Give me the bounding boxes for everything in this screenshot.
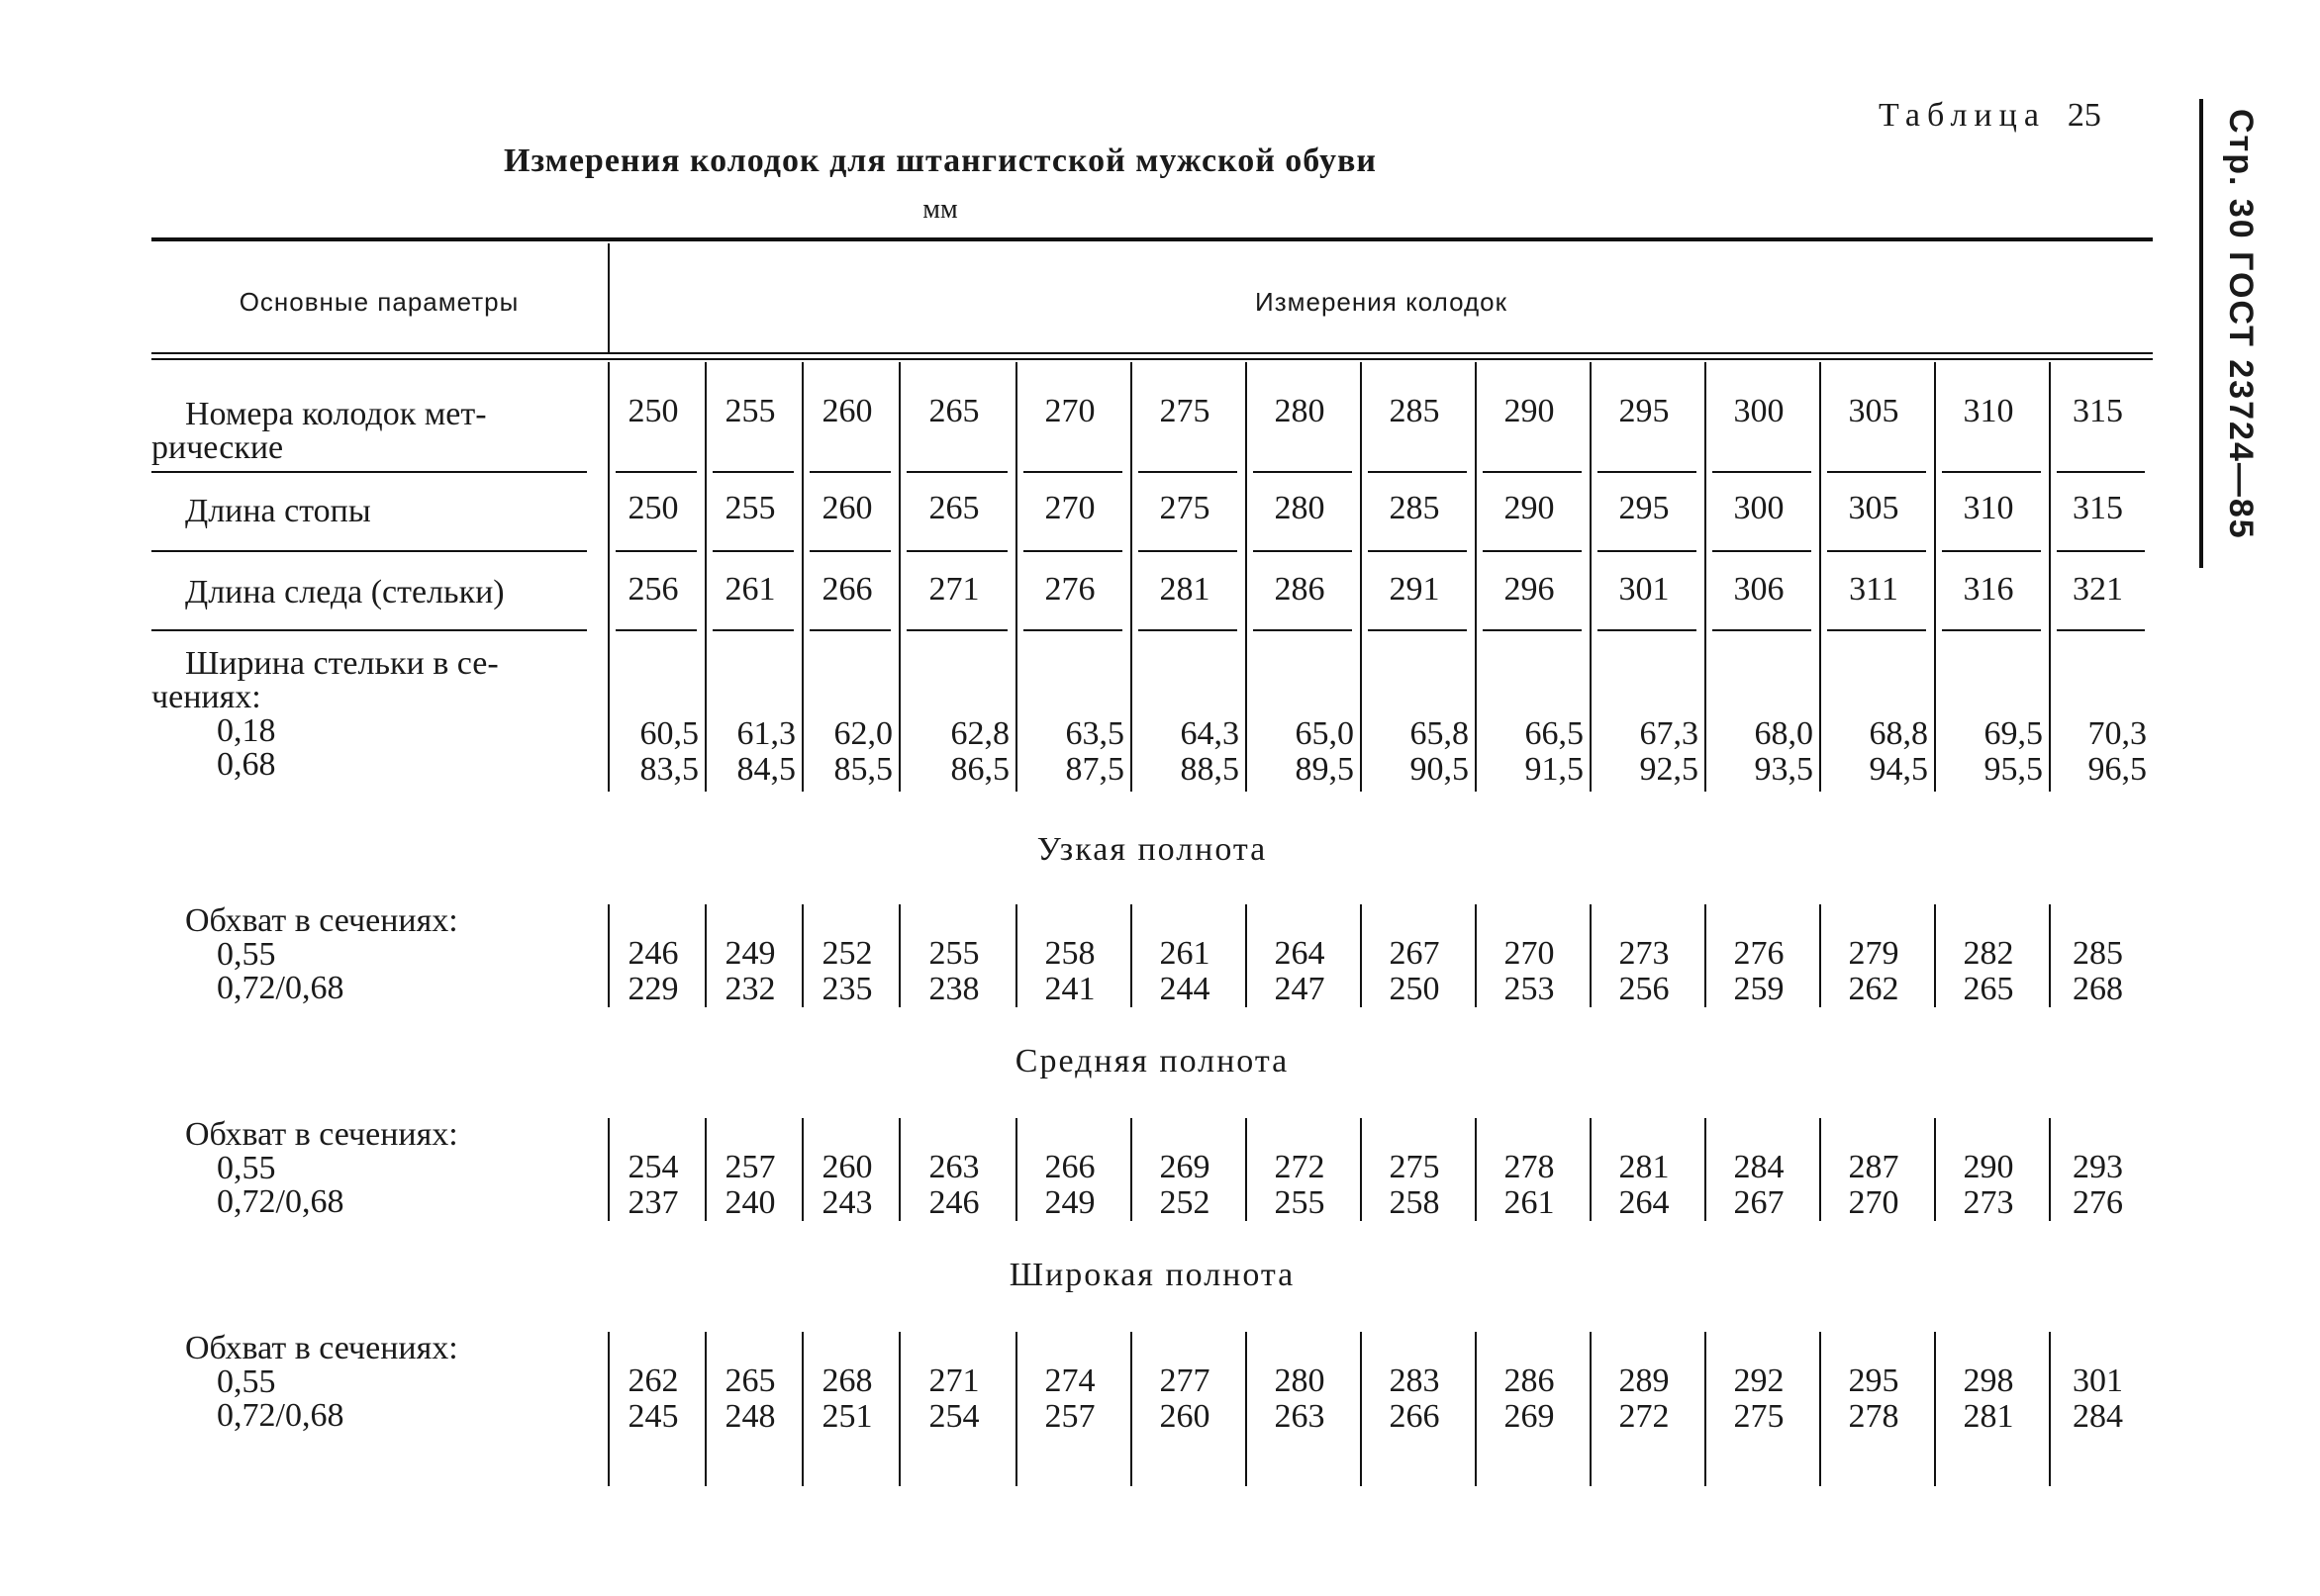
row-label-insole-width-sec1: 0,18 — [217, 712, 276, 749]
table-cell: 298 — [1963, 1362, 2014, 1399]
section-title-wide: Широкая полнота — [1009, 1257, 1296, 1293]
row-divider — [1138, 471, 1237, 473]
table-cell: 249 — [1044, 1184, 1096, 1221]
row-divider — [810, 471, 891, 473]
table-cell: 270 — [1503, 935, 1555, 972]
row-divider — [151, 629, 587, 631]
table-cell: 286 — [1274, 571, 1325, 608]
table-word: Таблица — [1879, 97, 2046, 134]
table-cell: 300 — [1733, 393, 1785, 429]
row-divider — [1368, 550, 1467, 552]
row-divider — [1253, 550, 1352, 552]
row-divider — [1597, 629, 1696, 631]
section-label-narrow: Обхват в сечениях: 0,55 0,72/0,68 — [185, 902, 458, 1006]
row-divider — [713, 471, 794, 473]
row-divider — [2057, 550, 2145, 552]
table-cell: 237 — [628, 1184, 679, 1221]
table-cell: 247 — [1274, 971, 1325, 1007]
table-cell: 278 — [1503, 1149, 1555, 1185]
row-divider — [1712, 471, 1811, 473]
table-cell: 270 — [1044, 393, 1096, 429]
table-cell: 266 — [1044, 1149, 1096, 1185]
table-cell: 232 — [725, 971, 776, 1007]
row-divider — [1712, 629, 1811, 631]
row-divider — [1368, 629, 1467, 631]
table-cell: 261 — [1503, 1184, 1555, 1221]
table-cell: 257 — [725, 1149, 776, 1185]
table-cell: 238 — [928, 971, 980, 1007]
row-label-foot-length: Длина стопы — [185, 493, 371, 529]
table-cell: 285 — [1389, 393, 1440, 429]
table-cell: 292 — [1733, 1362, 1785, 1399]
table-cell: 316 — [1963, 571, 2014, 608]
table-cell: 270 — [1044, 490, 1096, 526]
table-cell: 267 — [1389, 935, 1440, 972]
row-divider — [810, 629, 891, 631]
row-divider — [1253, 471, 1352, 473]
table-cell: 290 — [1503, 393, 1555, 429]
table-cell: 255 — [1274, 1184, 1325, 1221]
table-caption — [1879, 97, 2101, 135]
table-cell: 253 — [1503, 971, 1555, 1007]
table-cell: 60,5 — [639, 715, 699, 752]
row-label-numbers-line1: Номера колодок мет- — [185, 396, 487, 432]
table-cell: 266 — [822, 571, 873, 608]
table-cell: 276 — [1044, 571, 1096, 608]
table-cell: 290 — [1963, 1149, 2014, 1185]
table-cell: 96,5 — [2087, 751, 2147, 788]
table-cell: 269 — [1159, 1149, 1210, 1185]
table-cell: 321 — [2073, 571, 2123, 608]
table-cell: 301 — [2073, 1362, 2123, 1399]
table-cell: 84,5 — [736, 751, 796, 788]
row-divider — [2057, 471, 2145, 473]
row-divider — [1827, 629, 1926, 631]
page-title: Измерения колодок для штангистской мужской обуви — [504, 142, 1377, 179]
table-cell: 275 — [1733, 1398, 1785, 1435]
table-cell: 295 — [1618, 490, 1670, 526]
table-cell: 300 — [1733, 490, 1785, 526]
row-divider — [713, 550, 794, 552]
table-cell: 87,5 — [1065, 751, 1124, 788]
row-divider — [151, 550, 587, 552]
row-divider — [1023, 629, 1122, 631]
table-cell: 250 — [628, 490, 679, 526]
table-cell: 92,5 — [1639, 751, 1698, 788]
table-cell: 256 — [628, 571, 679, 608]
row-divider — [1942, 471, 2041, 473]
table-cell: 310 — [1963, 393, 2014, 429]
row-divider — [1597, 471, 1696, 473]
row-divider — [1253, 629, 1352, 631]
header-rule-1 — [151, 352, 2153, 354]
table-cell: 88,5 — [1180, 751, 1239, 788]
table-cell: 272 — [1274, 1149, 1325, 1185]
row-divider — [1712, 550, 1811, 552]
table-cell: 241 — [1044, 971, 1096, 1007]
table-cell: 268 — [2073, 971, 2123, 1007]
table-cell: 89,5 — [1295, 751, 1354, 788]
table-cell: 95,5 — [1983, 751, 2043, 788]
table-cell: 280 — [1274, 393, 1325, 429]
row-divider — [713, 629, 794, 631]
table-cell: 240 — [725, 1184, 776, 1221]
table-cell: 64,3 — [1180, 715, 1239, 752]
row-divider — [810, 550, 891, 552]
table-cell: 260 — [822, 1149, 873, 1185]
row-divider — [907, 471, 1008, 473]
table-cell: 243 — [822, 1184, 873, 1221]
row-label-insole-length: Длина следа (стельки) — [185, 574, 505, 610]
table-cell: 252 — [822, 935, 873, 972]
table-cell: 255 — [725, 490, 776, 526]
table-cell: 249 — [725, 935, 776, 972]
table-cell: 295 — [1848, 1362, 1899, 1399]
table-cell: 305 — [1848, 490, 1899, 526]
table-cell: 63,5 — [1065, 715, 1124, 752]
table-cell: 250 — [628, 393, 679, 429]
table-cell: 69,5 — [1983, 715, 2043, 752]
table-cell: 289 — [1618, 1362, 1670, 1399]
table-cell: 271 — [928, 1362, 980, 1399]
page-side-header: Стр. 30 ГОСТ 23724—85 — [2222, 109, 2260, 540]
table-cell: 85,5 — [833, 751, 893, 788]
table-cell: 65,0 — [1295, 715, 1354, 752]
table-cell: 265 — [928, 490, 980, 526]
table-cell: 315 — [2073, 490, 2123, 526]
table-cell: 93,5 — [1754, 751, 1813, 788]
table-number: 25 — [2067, 97, 2101, 134]
table-cell: 283 — [1389, 1362, 1440, 1399]
row-divider — [616, 471, 697, 473]
table-cell: 296 — [1503, 571, 1555, 608]
table-cell: 275 — [1389, 1149, 1440, 1185]
row-divider — [1942, 550, 2041, 552]
table-cell: 270 — [1848, 1184, 1899, 1221]
table-cell: 284 — [2073, 1398, 2123, 1435]
table-cell: 279 — [1848, 935, 1899, 972]
table-cell: 281 — [1159, 571, 1210, 608]
table-cell: 280 — [1274, 1362, 1325, 1399]
table-cell: 291 — [1389, 571, 1440, 608]
table-cell: 275 — [1159, 490, 1210, 526]
table-cell: 265 — [725, 1362, 776, 1399]
table-cell: 62,0 — [833, 715, 893, 752]
table-cell: 258 — [1389, 1184, 1440, 1221]
row-divider — [1138, 550, 1237, 552]
row-divider — [1138, 629, 1237, 631]
table-cell: 295 — [1618, 393, 1670, 429]
table-cell: 306 — [1733, 571, 1785, 608]
table-cell: 301 — [1618, 571, 1670, 608]
units-label: мм — [922, 194, 958, 225]
row-divider — [1827, 550, 1926, 552]
row-divider — [1483, 629, 1582, 631]
table-cell: 275 — [1159, 393, 1210, 429]
table-cell: 261 — [1159, 935, 1210, 972]
table-cell: 290 — [1503, 490, 1555, 526]
row-divider — [1023, 550, 1122, 552]
table-cell: 276 — [1733, 935, 1785, 972]
row-divider — [907, 550, 1008, 552]
table-cell: 256 — [1618, 971, 1670, 1007]
table-cell: 310 — [1963, 490, 2014, 526]
section-label-medium: Обхват в сечениях: 0,55 0,72/0,68 — [185, 1116, 458, 1220]
table-cell: 248 — [725, 1398, 776, 1435]
table-cell: 281 — [1618, 1149, 1670, 1185]
table-cell: 83,5 — [639, 751, 699, 788]
table-cell: 254 — [928, 1398, 980, 1435]
row-divider — [616, 550, 697, 552]
table-cell: 273 — [1963, 1184, 2014, 1221]
table-cell: 274 — [1044, 1362, 1096, 1399]
table-cell: 262 — [628, 1362, 679, 1399]
section-title-medium: Средняя полнота — [1015, 1043, 1290, 1080]
table-cell: 90,5 — [1409, 751, 1469, 788]
table-cell: 257 — [1044, 1398, 1096, 1435]
table-cell: 91,5 — [1524, 751, 1584, 788]
row-divider — [1023, 471, 1122, 473]
table-cell: 246 — [628, 935, 679, 972]
sidebar-rule — [2199, 99, 2203, 568]
table-cell: 273 — [1618, 935, 1670, 972]
table-cell: 285 — [2073, 935, 2123, 972]
column-header-measurements: Измерения колодок — [1255, 287, 1507, 317]
table-cell: 282 — [1963, 935, 2014, 972]
table-cell: 315 — [2073, 393, 2123, 429]
table-cell: 244 — [1159, 971, 1210, 1007]
header-rule-2 — [151, 358, 2153, 360]
table-cell: 276 — [2073, 1184, 2123, 1221]
table-cell: 280 — [1274, 490, 1325, 526]
row-divider — [616, 629, 697, 631]
table-cell: 86,5 — [950, 751, 1010, 788]
table-cell: 285 — [1389, 490, 1440, 526]
row-label-insole-width-line1: Ширина стельки в се- — [185, 645, 499, 682]
table-cell: 266 — [1389, 1398, 1440, 1435]
table-cell: 254 — [628, 1149, 679, 1185]
table-cell: 269 — [1503, 1398, 1555, 1435]
section-title-narrow: Узкая полнота — [1036, 831, 1268, 868]
table-cell: 293 — [2073, 1149, 2123, 1185]
table-cell: 252 — [1159, 1184, 1210, 1221]
table-cell: 265 — [928, 393, 980, 429]
table-cell: 68,8 — [1869, 715, 1928, 752]
table-cell: 67,3 — [1639, 715, 1698, 752]
table-cell: 272 — [1618, 1398, 1670, 1435]
table-cell: 235 — [822, 971, 873, 1007]
row-label-numbers-line2: рические — [151, 429, 284, 466]
table-cell: 284 — [1733, 1149, 1785, 1185]
row-divider — [1483, 550, 1582, 552]
table-cell: 259 — [1733, 971, 1785, 1007]
top-rule — [151, 237, 2153, 241]
table-cell: 229 — [628, 971, 679, 1007]
table-cell: 263 — [928, 1149, 980, 1185]
table-cell: 260 — [822, 490, 873, 526]
table-cell: 258 — [1044, 935, 1096, 972]
table-cell: 70,3 — [2087, 715, 2147, 752]
table-cell: 265 — [1963, 971, 2014, 1007]
table-cell: 66,5 — [1524, 715, 1584, 752]
table-cell: 311 — [1849, 571, 1898, 608]
row-divider — [907, 629, 1008, 631]
row-divider — [151, 471, 587, 473]
row-divider — [1368, 471, 1467, 473]
row-label-numbers — [151, 398, 567, 465]
row-divider — [1597, 550, 1696, 552]
table-cell: 262 — [1848, 971, 1899, 1007]
table-cell: 287 — [1848, 1149, 1899, 1185]
table-cell: 264 — [1274, 935, 1325, 972]
table-cell: 281 — [1963, 1398, 2014, 1435]
table-cell: 255 — [725, 393, 776, 429]
row-divider — [1483, 471, 1582, 473]
row-label-insole-width-line2: чениях: — [151, 679, 261, 715]
table-cell: 263 — [1274, 1398, 1325, 1435]
table-cell: 277 — [1159, 1362, 1210, 1399]
table-cell: 305 — [1848, 393, 1899, 429]
row-divider — [2057, 629, 2145, 631]
table-cell: 260 — [822, 393, 873, 429]
row-divider — [1827, 471, 1926, 473]
row-label-insole-width — [151, 647, 567, 782]
table-cell: 246 — [928, 1184, 980, 1221]
table-cell: 94,5 — [1869, 751, 1928, 788]
table-cell: 271 — [928, 571, 980, 608]
table-cell: 260 — [1159, 1398, 1210, 1435]
table-cell: 267 — [1733, 1184, 1785, 1221]
table-cell: 251 — [822, 1398, 873, 1435]
table-cell: 68,0 — [1754, 715, 1813, 752]
table-cell: 255 — [928, 935, 980, 972]
table-cell: 62,8 — [950, 715, 1010, 752]
table-cell: 65,8 — [1409, 715, 1469, 752]
column-header-params: Основные параметры — [239, 287, 520, 317]
row-label-insole-width-sec2: 0,68 — [217, 746, 276, 783]
table-cell: 61,3 — [736, 715, 796, 752]
section-label-wide: Обхват в сечениях: 0,55 0,72/0,68 — [185, 1330, 458, 1434]
table-cell: 268 — [822, 1362, 873, 1399]
table-cell: 261 — [725, 571, 776, 608]
table-cell: 264 — [1618, 1184, 1670, 1221]
table-cell: 245 — [628, 1398, 679, 1435]
table-cell: 278 — [1848, 1398, 1899, 1435]
table-cell: 286 — [1503, 1362, 1555, 1399]
row-divider — [1942, 629, 2041, 631]
table-cell: 250 — [1389, 971, 1440, 1007]
